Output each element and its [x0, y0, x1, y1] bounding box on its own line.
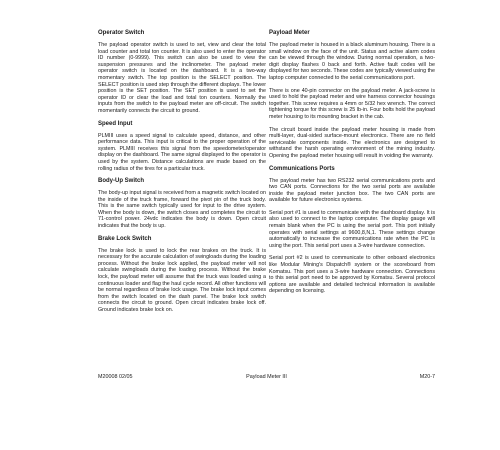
- left-column: [98, 30, 266, 320]
- payload-meter-paragraph-2: There is one 40-pin connector on the payload meter. A jack-screw is used to hold the payload meter and wire harness connector housings together. This screw requires a 4mm or 5/32 hex wrench. The correct tightening torque for this screw is 25 lb-in. Four bolts hold the payload meter housing to its mounting bracket in the cab.: [269, 87, 435, 120]
- footer-document-number: M20008 02/05: [98, 374, 133, 380]
- communications-ports-paragraph-1: The payload meter has two RS232 serial communications ports and two CAN ports. Connections for the two serial ports are available inside the payload meter junction box. The two CAN ports are available for future electronics systems.: [269, 177, 435, 204]
- speed-input-paragraph: PLMIII uses a speed signal to calculate speed, distance, and other performance data. This input is critical to the proper operation of the system. PLMIII receives this signal from the speedometer/operator display on the dashboard. The same signal displayed to the operator is used by the system. Distance calculations are made based on the rolling radius of the tires for a particular truck.: [98, 132, 266, 172]
- section-heading-payload-meter: Payload Meter: [269, 30, 310, 36]
- section-heading-operator-switch: Operator Switch: [98, 30, 145, 36]
- section-heading-body-up-switch: Body-Up Switch: [98, 178, 144, 185]
- section-heading-brake-lock-switch: Brake Lock Switch: [98, 235, 152, 242]
- payload-meter-paragraph-1: The payload meter is housed in a black aluminum housing. There is a small window on the face of the unit. Status and active alarm codes can be viewed through the window. During normal operation, a two-digit display flashes 0 back and forth. Active fault codes will be displayed for two seconds. These codes are typically viewed using the laptop computer connected to the serial communications port.: [269, 42, 435, 81]
- body-up-switch-paragraph: The body-up input signal is received from a magnetic switch located on the inside of the truck frame, forward the pivot pin of the truck body. This is the same switch typically used for input to the drive system. When the body is down, the switch closes and completes the circuit to 71-control power. 24vdc indicates the body is down. Open circuit indicates that the body is up.: [98, 190, 266, 230]
- communications-ports-paragraph-3: Serial port #2 is used to communicate to other onboard electronics like Modular Mining's Dispatch® system or the scoreboard from Komatsu. This port uses a 3-wire hardware connection. Connections to this serial port need to be approved by Komatsu. Several protocol options are available and detailed technical information is available depending on licensing.: [269, 255, 435, 295]
- section-heading-speed-input: Speed Input: [98, 120, 133, 127]
- footer-page-number: M20-7: [419, 374, 435, 380]
- operator-switch-paragraph: The payload operator switch is used to set, view and clear the total load counter and total ton counter. It is also used to enter the operator ID number (0-9999). This switch can also be used to view the suspension pressures and the inclinometer. The payload meter operator switch is located on the dashboard. It is a two-way momentary switch. The top position is the SELECT position. The SELECT position is used step through the different displays. The lower position is the SET position. The SET position is used to set the operator ID or clear the load and total ton counters. Normally the inputs from the switch to the payload meter are off-circuit. The switch momentarily connects the circuit to ground.: [98, 42, 266, 114]
- section-heading-communications-ports: Communications Ports: [269, 165, 335, 172]
- payload-meter-paragraph-3: The circuit board inside the payload meter housing is made from multi-layer, dual-sided surface-mount electronics. There are no field serviceable components inside. The electronics are designed to withstand the harsh operating environment of the mining industry. Opening the payload meter housing will result in voiding the warranty.: [269, 126, 435, 159]
- brake-lock-switch-paragraph: The brake lock is used to lock the rear brakes on the truck. It is necessary for the accurate calculation of swingloads during the loading process. Without the brake lock applied, the payload meter will not calculate swingloads during the loading process. Without the brake lock, the payload meter will assume that the truck was loaded using a continuous loader and flag the haul cycle record. All other functions will be normal regardless of brake lock usage. The brake lock input comes from the switch located on the dash panel. The brake lock switch connects the circuit to ground. Open circuit indicates brake lock off. Ground indicates brake lock on.: [98, 247, 266, 313]
- right-column: [269, 30, 435, 301]
- footer-title: Payload Meter III: [246, 374, 287, 380]
- communications-ports-paragraph-2: Serial port #1 is used to communicate with the dashboard display. It is also used to connect to the laptop computer. The display gauge will remain blank when the PC is using the serial port. This port initially operates with serial settings at 9600,8,N,1. These settings change automatically to increase the communications rate when the PC is using the port. This serial port uses a 3-wire hardware connection.: [269, 209, 435, 249]
